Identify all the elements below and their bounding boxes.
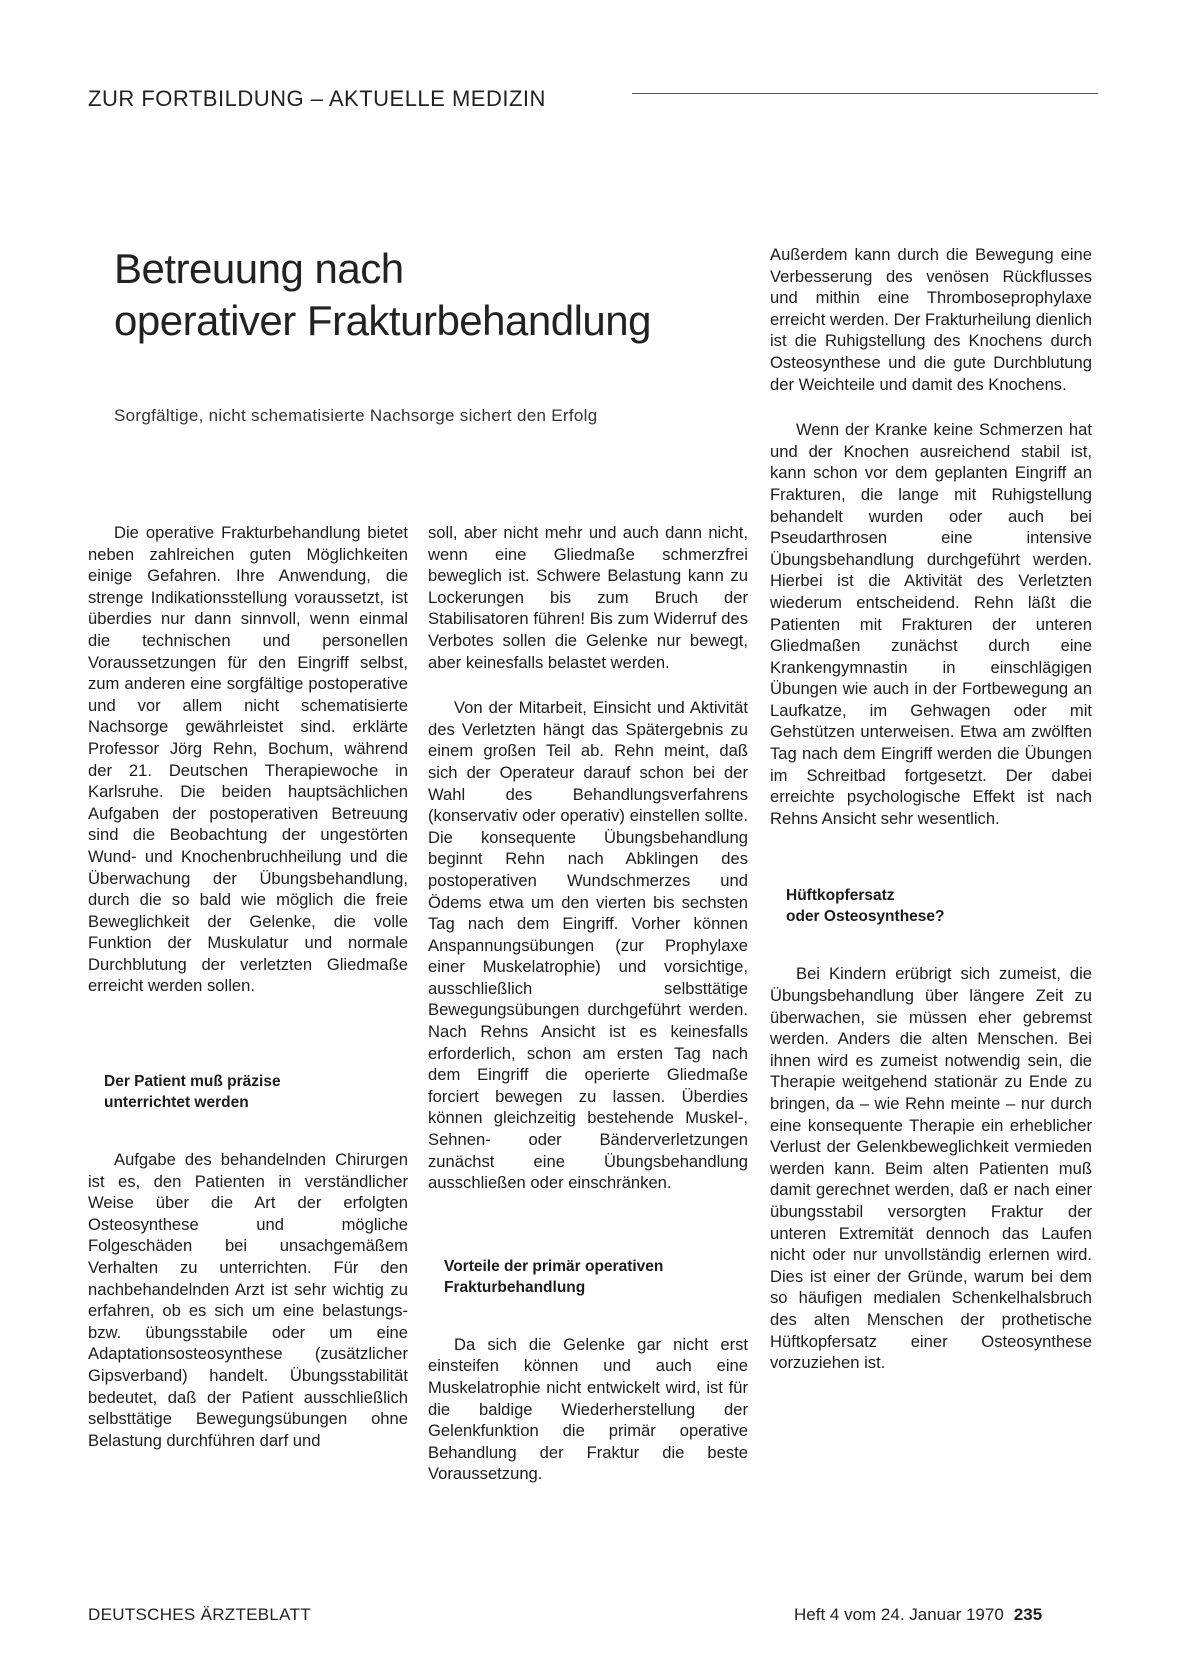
paragraph: soll, aber nicht mehr und auch dann nicht, wenn eine Gliedmaße schmerzfrei beweglich ist. Schwere Belastung kann zu Lockerungen bis zum Bruch der Stabilisatoren führen! Bis zum Widerruf des Verbotes sollen die Gelenke nur bewegt, aber keinesfalls belastet werden. — [428, 523, 748, 672]
subheading-line: Hüftkopfersatz — [786, 887, 895, 905]
subheading-line: unterrichtet werden — [104, 1094, 249, 1112]
subheading-line: oder Osteosynthese? — [786, 908, 945, 926]
paragraph: Bei Kindern erübrigt sich zumeist, die Übungsbehandlung über längere Zeit zu überwachen, sie müssen eher gebremst werden. Anders die alten Menschen. Bei ihnen wird es zumeist notwendig sein, die Therapie weitgehend stationär zu Ende zu bringen, da – wie Rehn meinte – nur durch eine konsequente Therapie ein erheblicher Verlust der Gelenkbeweglichkeit vermieden werden kann. Beim alten Patienten muß damit gerechnet werden, daß er nach einer übungsstabil versorgten Fraktur der unteren Extremität dennoch das Laufen nicht oder nur unvollständig erlernen wird. Dies ist einer der Gründe, warum bei dem so häufigen medialen Schenkelhalsbruch des alten Menschen der prothetische Hüftkopfersatz einer Osteosynthese vorzuziehen ist. — [770, 964, 1092, 1373]
subheading — [88, 1071, 408, 1113]
title-line: operativer Frakturbehandlung — [114, 297, 652, 344]
page-number: 235 — [1013, 1605, 1043, 1624]
subheading — [428, 1256, 748, 1298]
subheading-line: Vorteile der primär operativen — [444, 1257, 664, 1275]
text-column-2 — [428, 522, 748, 1485]
paragraph: Außerdem kann durch die Bewegung eine Verbesserung des venösen Rückflusses und mithin eine Thromboseprophylaxe erreicht werden. Der Frakturheilung dienlich ist die Ruhigstellung des Knochens durch Osteosynthese und die gute Durchblutung der Weichteile und damit des Knochens. — [770, 245, 1092, 394]
article-subtitle: Sorgfältige, nicht schematisierte Nachsorge sichert den Erfolg — [114, 406, 598, 425]
footer-issue-info — [794, 1605, 1042, 1625]
paragraph: Wenn der Kranke keine Schmerzen hat und der Knochen ausreichend stabil ist, kann schon vor dem geplanten Eingriff an Frakturen, die lange mit Ruhigstellung behandelt wurden oder auch bei Pseudarthrosen eine intensive Übungsbehandlung durchgeführt werden. Hierbei ist die Aktivität des Verletzten wiederum entscheidend. Rehn läßt die Patienten mit Frakturen der unteren Gliedmaßen zunächst durch eine Krankengymnastin in einschlägigen Übungen wie auch in der Fortbewegung an Laufkatze, im Gehwagen oder mit Gehstützen unterweisen. Etwa am zwölften Tag nach dem Eingriff werden die Übungen im Schreitbad fortgesetzt. Der dabei erreichte psychologische Effekt ist nach Rehns Ansicht sehr wesentlich. — [770, 420, 1092, 828]
footer-issue: Heft 4 vom 24. Januar 1970 — [794, 1605, 1004, 1624]
paragraph: Die operative Frakturbehandlung bietet neben zahlreichen guten Möglichkeiten einige Gefahren. Ihre Anwendung, die strenge Indikationsstellung voraussetzt, ist überdies nur dann sinnvoll, wenn einmal die technischen und personellen Voraussetzungen für den Eingriff selbst, zum anderen eine sorgfältige postoperative und vor allem nicht schematisierte Nachsorge gewährleistet sind. erklärte Professor Jörg Rehn, Bochum, während der 21. Deutschen Therapiewoche in Karlsruhe. Die beiden hauptsächlichen Aufgaben der postoperativen Betreuung sind die Beobachtung der ungestörten Wund- und Knochenbruchheilung und die Überwachung der Übungsbehandlung, durch die so bald wie möglich die freie Beweglichkeit der Gelenke, die volle Funktion der Muskulatur und normale Durchblutung der verletzten Gliedmaße erreicht werden sollen. — [88, 523, 408, 996]
text-column-3 — [770, 244, 1092, 1374]
section-header: ZUR FORTBILDUNG – AKTUELLE MEDIZIN — [88, 86, 546, 111]
paragraph: Von der Mitarbeit, Einsicht und Aktivität des Verletzten hängt das Spätergebnis zu einem großen Teil ab. Rehn meint, daß sich der Operateur darauf schon bei der Wahl des Behandlungsverfahrens (konservativ oder operativ) einstellen sollte. Die konsequente Übungsbehandlung beginnt Rehn nach Abklingen des postoperativen Wundschmerzes und Ödems etwa um den vierten bis sechsten Tag nach dem Eingriff. Vorher können Anspannungsübungen (zur Prophylaxe einer Muskelatrophie) und vorsichtige, ausschließlich selbsttätige Bewegungsübungen durchgeführt werden. Nach Rehns Ansicht ist es keinesfalls erforderlich, schon am ersten Tag nach dem Eingriff die operierte Gliedmaße forciert bewegen zu lassen. Überdies können gleichzeitig bestehende Muskel-, Sehnen- oder Bänderverletzungen zunächst eine Übungsbehandlung ausschließen oder einschränken. — [428, 698, 748, 1193]
paragraph: Da sich die Gelenke gar nicht erst einsteifen können und auch eine Muskelatrophie nicht entwickelt wird, ist für die baldige Wiederherstellung der Gelenkfunktion die primär operative Behandlung der Fraktur die beste Voraussetzung. — [428, 1334, 748, 1484]
text-column-1 — [88, 522, 408, 1451]
paragraph: Aufgabe des behandelnden Chirurgen ist es, den Patienten in verständlicher Weise über die Art der erfolgten Osteosynthese und mögliche Folgeschäden bei unsachgemäßem Verhalten zu unterrichten. Für den nachbehandelnden Arzt ist sehr wichtig zu erfahren, ob es sich um eine belastungs- bzw. übungsstabile oder um eine Adaptationsosteosynthese (zusätzlicher Gipsverband) handelt. Übungsstabilität bedeutet, daß der Patient ausschließlich selbsttätige Bewegungsübungen ohne Belastung durchführen darf und — [88, 1150, 408, 1450]
subheading — [770, 885, 1092, 927]
subheading-line: Frakturbehandlung — [444, 1278, 586, 1296]
subheading-line: Der Patient muß präzise — [104, 1073, 281, 1091]
header-rule — [632, 93, 1098, 94]
title-line: Betreuung nach — [114, 245, 404, 292]
article-title — [114, 243, 734, 347]
footer-journal: DEUTSCHES ÄRZTEBLATT — [88, 1605, 311, 1624]
